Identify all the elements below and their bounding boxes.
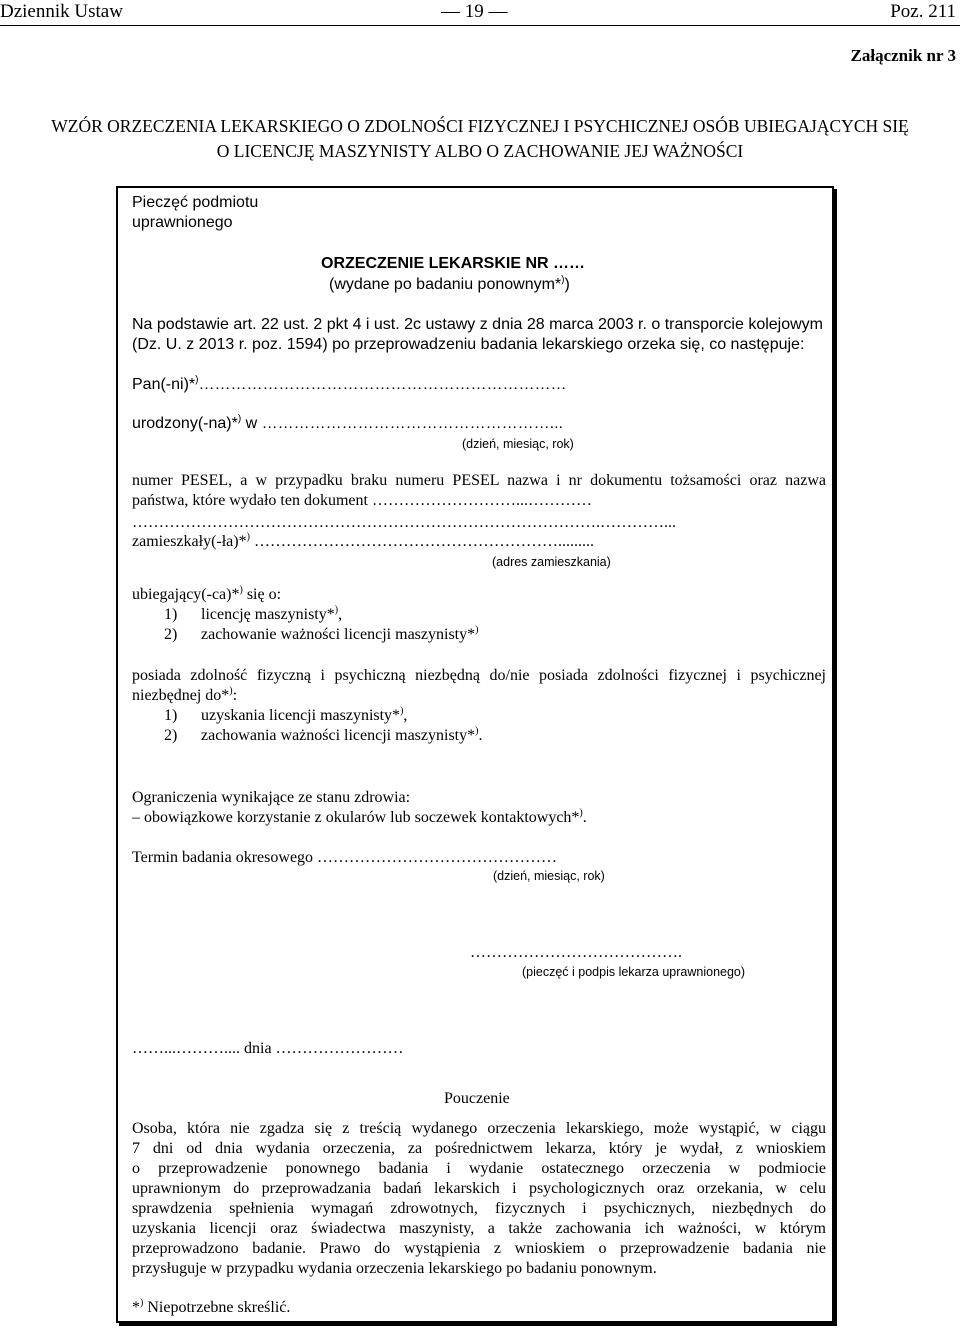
document-title-line-1: WZÓR ORZECZENIA LEKARSKIEGO O ZDOLNOŚCI FIZYCZNEJ I PSYCHICZNEJ OSÓB UBIEGAJĄCYCH SIĘ [51, 116, 909, 136]
fitness-item-1 [164, 706, 407, 726]
applying-item-number: 1) [164, 606, 178, 623]
footnote-star: * [132, 1299, 140, 1316]
form-subheading [329, 275, 570, 295]
pesel-line-3: …………………………………………………………………………….…………... [132, 514, 676, 531]
name-footnote-mark: ) [195, 374, 199, 386]
notice-line-5: sprawdzenia spełnienia wymagań zdrowotnych, fizycznych i psychicznych, niezbędnych do [132, 1200, 826, 1217]
pesel-line-2: państwa, które wydało ten dokument ………………………...………… [132, 492, 592, 509]
subheading-text: (wydane po badaniu ponownym* [329, 276, 562, 293]
fitness-item-end: , [403, 707, 408, 724]
born-field [132, 414, 563, 434]
restrictions-item-end: . [582, 809, 587, 826]
notice-line-1: Osoba, która nie zgadza się z treścią wydanego orzeczenia lekarskiego, może wystąpić, w ciągu [132, 1120, 826, 1137]
periodic-exam-line: Termin badania okresowego ……………………………………… [132, 849, 558, 866]
stamp-label-line-1: Pieczęć podmiotu [132, 194, 259, 211]
footnote [132, 1298, 290, 1318]
notice-line-8: przysługuje w przypadku wydania orzeczenia lekarskiego po badaniu ponownym. [132, 1260, 657, 1277]
document-title-line-2: O LICENCJĘ MASZYNISTY ALBO O ZACHOWANIE JEJ WAŻNOŚCI [216, 141, 744, 161]
fitness-item-number: 1) [164, 707, 178, 724]
fitness-footnote-mark: ) [229, 685, 233, 697]
footnote-text: Niepotrzebne skreślić. [143, 1299, 291, 1316]
fitness-item-text: uzyskania licencji maszynisty* [201, 707, 401, 724]
legal-basis-line-2: (Dz. U. z 2013 r. poz. 1594) po przeprowadzeniu badania lekarskiego orzeka się, co następuje: [132, 336, 805, 353]
pesel-line-1: numer PESEL, a w przypadku braku numeru PESEL nazwa i nr dokumentu tożsamości oraz nazwa [132, 472, 826, 489]
applying-footnote-mark: ) [239, 584, 243, 596]
fitness-item-number: 2) [164, 727, 178, 744]
address-label: zamieszkały(-ła)* [132, 533, 247, 550]
applying-item-footnote-mark: ) [334, 604, 339, 616]
fitness-item-2 [164, 726, 482, 746]
signature-hint: (pieczęć i podpis lekarza uprawnionego) [522, 965, 746, 979]
journal-name: Dziennik Ustaw [0, 1, 123, 22]
applying-item-text: zachowanie ważności licencji maszynisty* [201, 626, 476, 643]
annex-label: Załącznik nr 3 [850, 46, 956, 65]
address-field [132, 532, 594, 552]
applying-item-text: licencję maszynisty* [201, 606, 335, 623]
restrictions-label: Ograniczenia wynikające ze stanu zdrowia: [132, 789, 411, 806]
applying-item-number: 2) [164, 626, 178, 643]
fitness-item-text: zachowania ważności licencji maszynisty* [201, 727, 476, 744]
born-label: urodzony(-na)* [132, 415, 238, 432]
notice-line-7: przeprowadzono badanie. Prawo do wystąpienia z wnioskiem o przeprowadzenie badania nie [132, 1240, 826, 1257]
position-number: Poz. 211 [890, 1, 956, 22]
applying-suffix: się o: [242, 586, 282, 603]
notice-line-3: o przeprowadzenie ponownego badania i wydanie ostatecznego orzeczenia w podmiocie [132, 1160, 826, 1177]
form-heading: ORZECZENIE LEKARSKIE NR …… [321, 255, 586, 272]
subheading-footnote-mark: ) [561, 274, 565, 286]
notice-title: Pouczenie [444, 1090, 510, 1107]
fitness-item-footnote-mark: ) [400, 705, 404, 717]
applying-item-1 [164, 605, 342, 625]
stamp-label-line-2: uprawnionego [132, 214, 233, 231]
address-dots: …………………………………………………......... [249, 533, 594, 550]
fitness-item-footnote-mark: ) [475, 725, 479, 737]
restrictions-footnote-mark: ) [579, 807, 583, 819]
notice-line-2: 7 dni od dnia wydania orzeczenia, za pośrednictwem lekarza, który je wydał, z wnioskiem [132, 1140, 826, 1157]
header-rule [0, 25, 960, 26]
subheading-close: ) [564, 276, 570, 293]
fitness-line-2 [132, 686, 237, 706]
applying-line [132, 585, 281, 605]
born-footnote-mark: ) [237, 413, 242, 425]
page-number: — 19 — [441, 1, 508, 22]
applying-item-end: , [338, 606, 343, 623]
fitness-line-1: posiada zdolność fizyczną i psychiczną niezbędną do/nie posiada zdolności fizycznej i psychicznej [132, 667, 826, 684]
born-hint: (dzień, miesiąc, rok) [462, 437, 574, 451]
footnote-mark: ) [140, 1297, 144, 1309]
signature-dots: …………………………………. [470, 944, 682, 961]
fitness-line-2-text: niezbędnej do* [132, 687, 230, 704]
legal-basis-line-1: Na podstawie art. 22 ust. 2 pkt 4 i ust. 2c ustawy z dnia 28 marca 2003 r. o transporcie kolejowym [132, 316, 824, 333]
notice-line-6: uzyskania licencji oraz świadectwa maszynisty, a także zachowania ich ważności, w którym [132, 1220, 826, 1237]
name-label: Pan(-ni)* [132, 376, 196, 393]
applying-item-2 [164, 625, 478, 645]
restrictions-item-text: – obowiązkowe korzystanie z okularów lub soczewek kontaktowych* [132, 809, 580, 826]
notice-line-4: uprawnionym do przeprowadzania badań lekarskich i psychologicznych oraz orzekania, w celu [132, 1180, 826, 1197]
applying-item-footnote-mark: ) [475, 624, 479, 636]
born-dots: w ………………………………………………... [241, 415, 563, 432]
fitness-line-2-end: : [232, 687, 238, 704]
name-field [132, 375, 566, 395]
fitness-item-end: . [478, 727, 483, 744]
periodic-exam-hint: (dzień, miesiąc, rok) [493, 869, 605, 883]
applying-label: ubiegający(-ca)* [132, 586, 240, 603]
date-line: ……...……….... dnia …………………… [132, 1040, 404, 1057]
restrictions-item [132, 808, 587, 828]
address-footnote-mark: ) [246, 531, 250, 543]
address-hint: (adres zamieszkania) [492, 555, 611, 569]
name-dots: …………………………………………………………… [198, 376, 567, 393]
